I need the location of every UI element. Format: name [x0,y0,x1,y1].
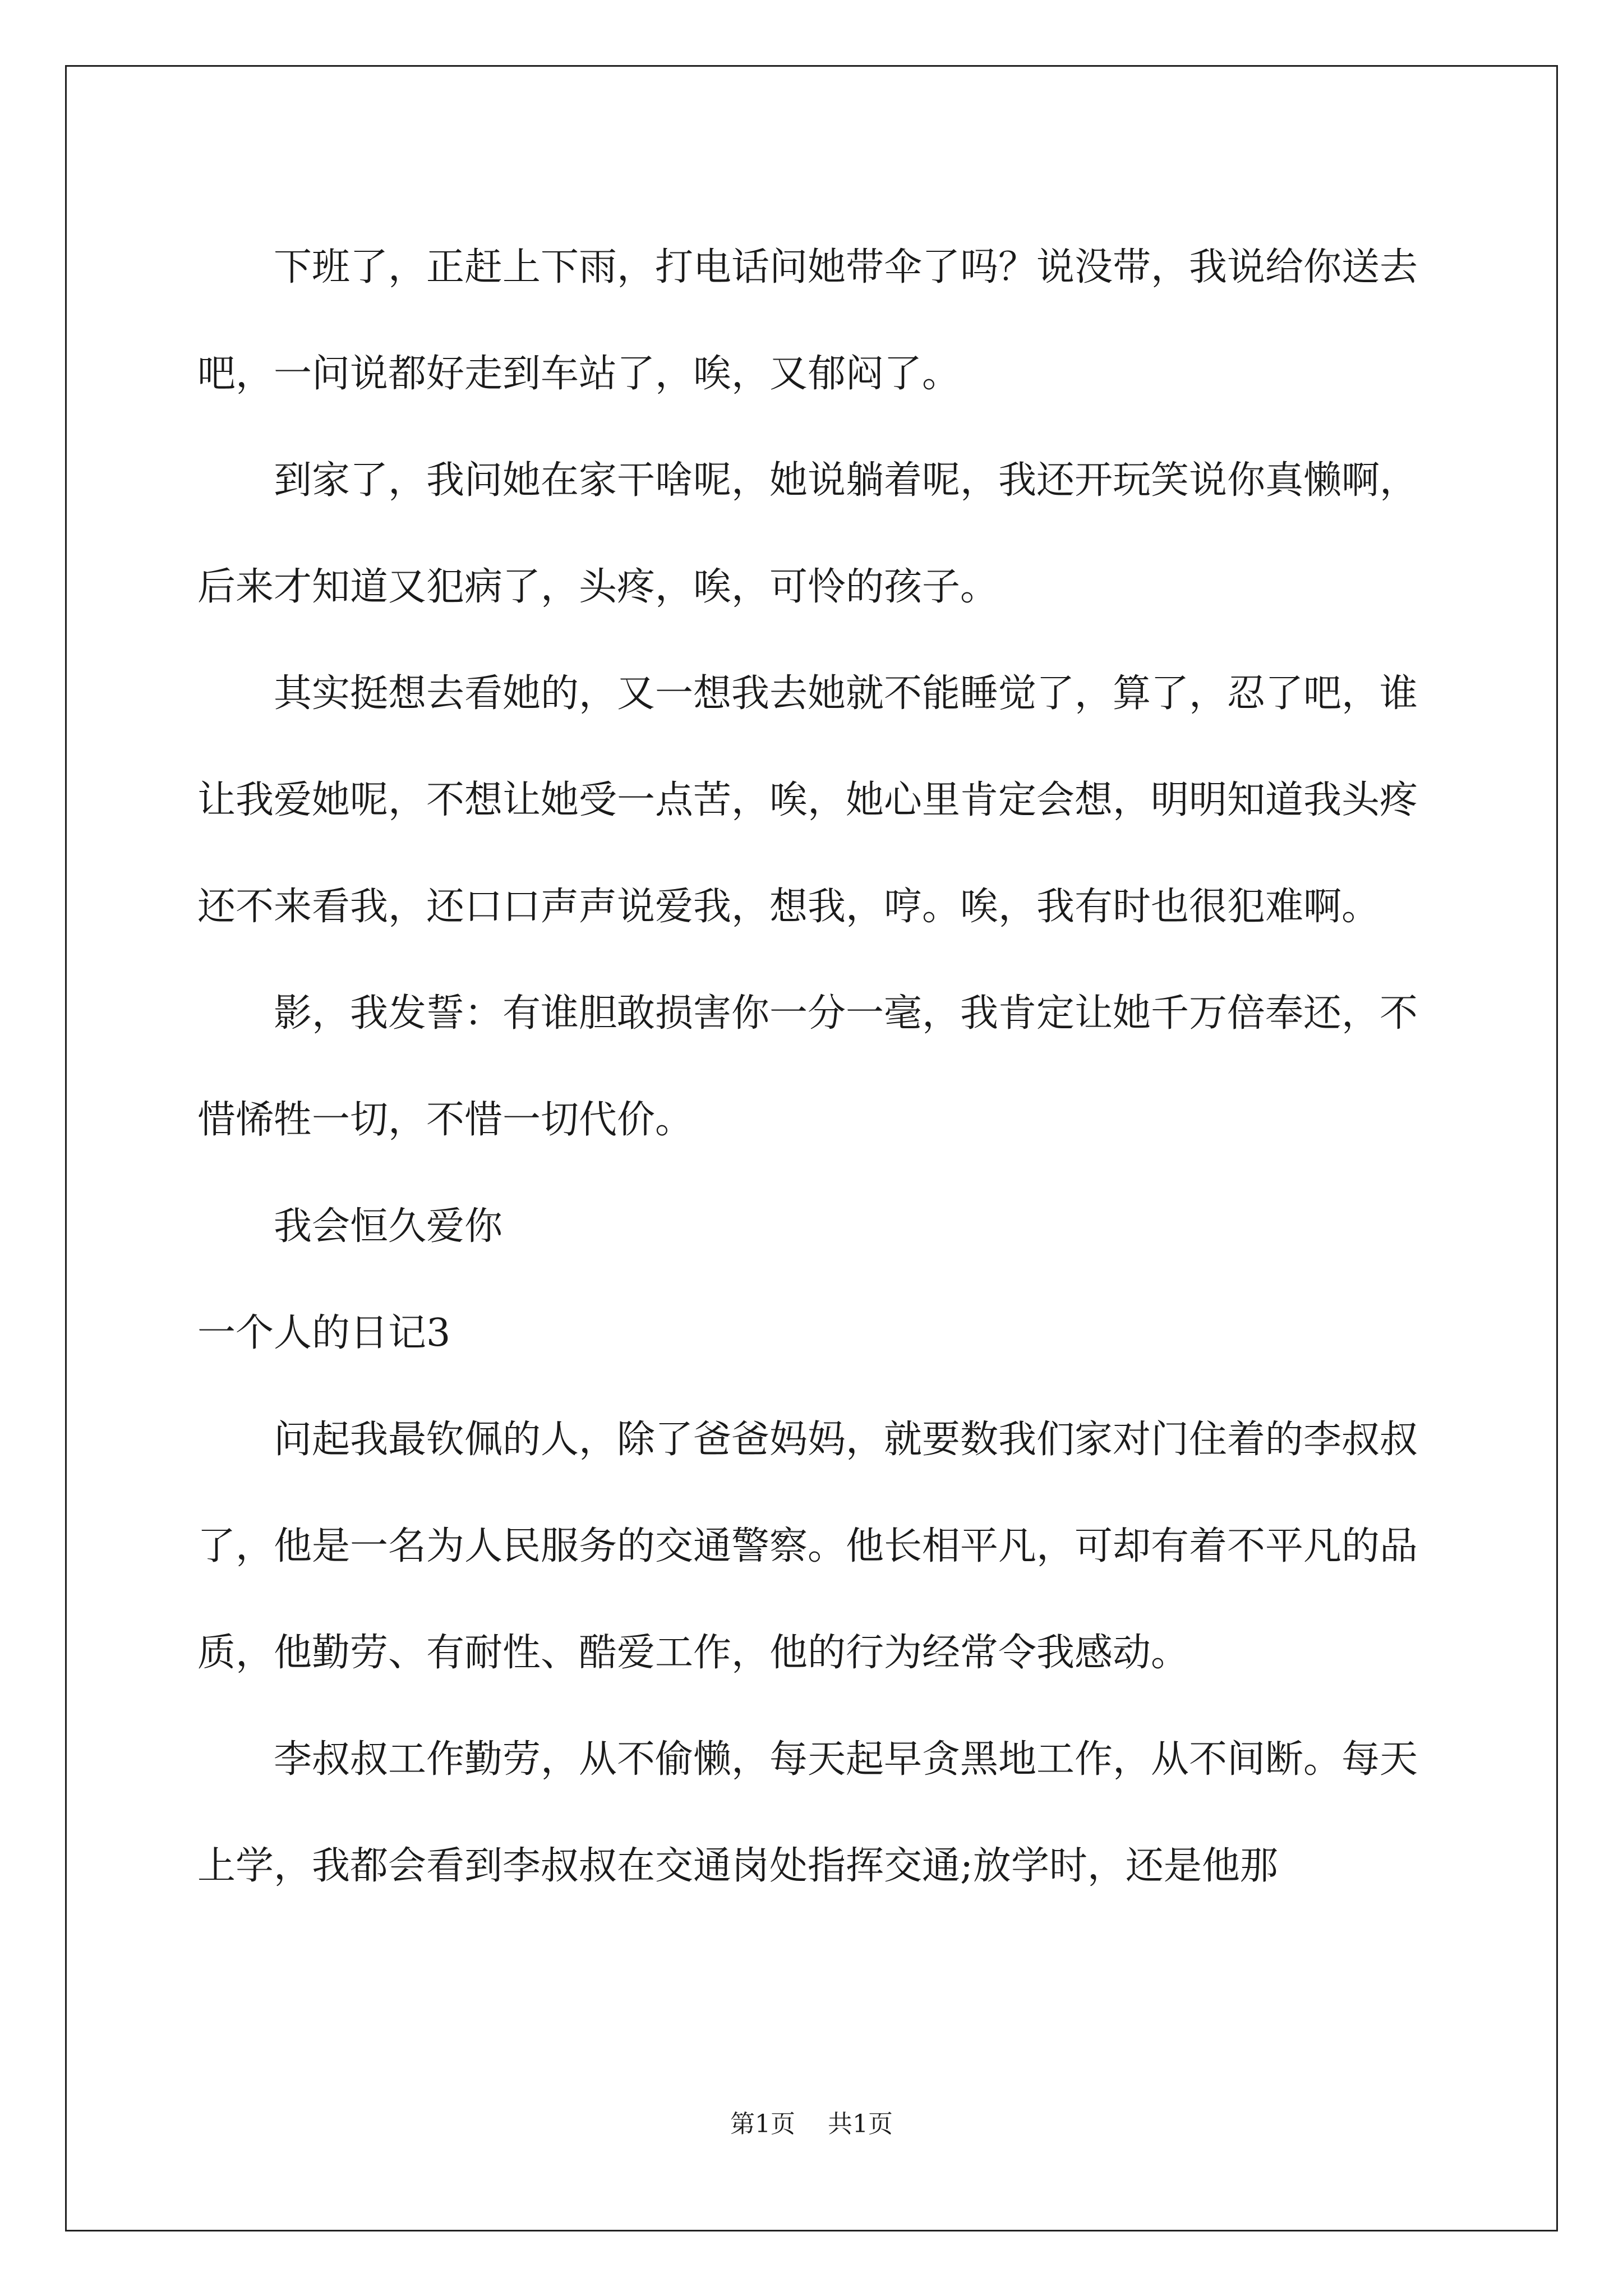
page-footer [0,2104,1623,2139]
paragraph: 李叔叔工作勤劳，从不偷懒，每天起早贪黑地工作，从不间断。每天上学，我都会看到李叔叔在交通岗处指挥交通;放学时，还是他那 [197,1737,1418,1888]
paragraph: 其实挺想去看她的，又一想我去她就不能睡觉了，算了，忍了吧，谁让我爱她呢，不想让她受一点苦，唉，她心里肯定会想，明明知道我头疼还不来看我，还口口声声说爱我，想我，哼。唉，我有时也很犯难啊。 [197,671,1418,929]
page-total: 共1页 [828,2110,893,2138]
paragraph: 下班了，正赶上下雨，打电话问她带伞了吗？说没带，我说给你送去吧，一问说都好走到车站了，唉，又郁闷了。 [197,245,1418,396]
paragraph: 影，我发誓：有谁胆敢损害你一分一毫，我肯定让她千万倍奉还，不惜悕牲一切，不惜一切代价。 [197,991,1418,1142]
document-body [197,214,1431,1920]
page-number: 第1页 [730,2110,795,2138]
paragraph: 问起我最钦佩的人，除了爸爸妈妈，就要数我们家对门住着的李叔叔了，他是一名为人民服务的交通警察。他长相平凡，可却有着不平凡的品质，他勤劳、有耐性、酷爱工作，他的行为经常令我感动。 [197,1418,1418,1675]
section-heading: 一个人的日记3 [197,1311,451,1355]
paragraph: 我会恒久爱你 [274,1204,503,1249]
paragraph: 到家了，我问她在家干啥呢，她说躺着呢，我还开玩笑说你真懒啊，后来才知道又犯病了，头疼，唉，可怜的孩子。 [197,458,1418,609]
